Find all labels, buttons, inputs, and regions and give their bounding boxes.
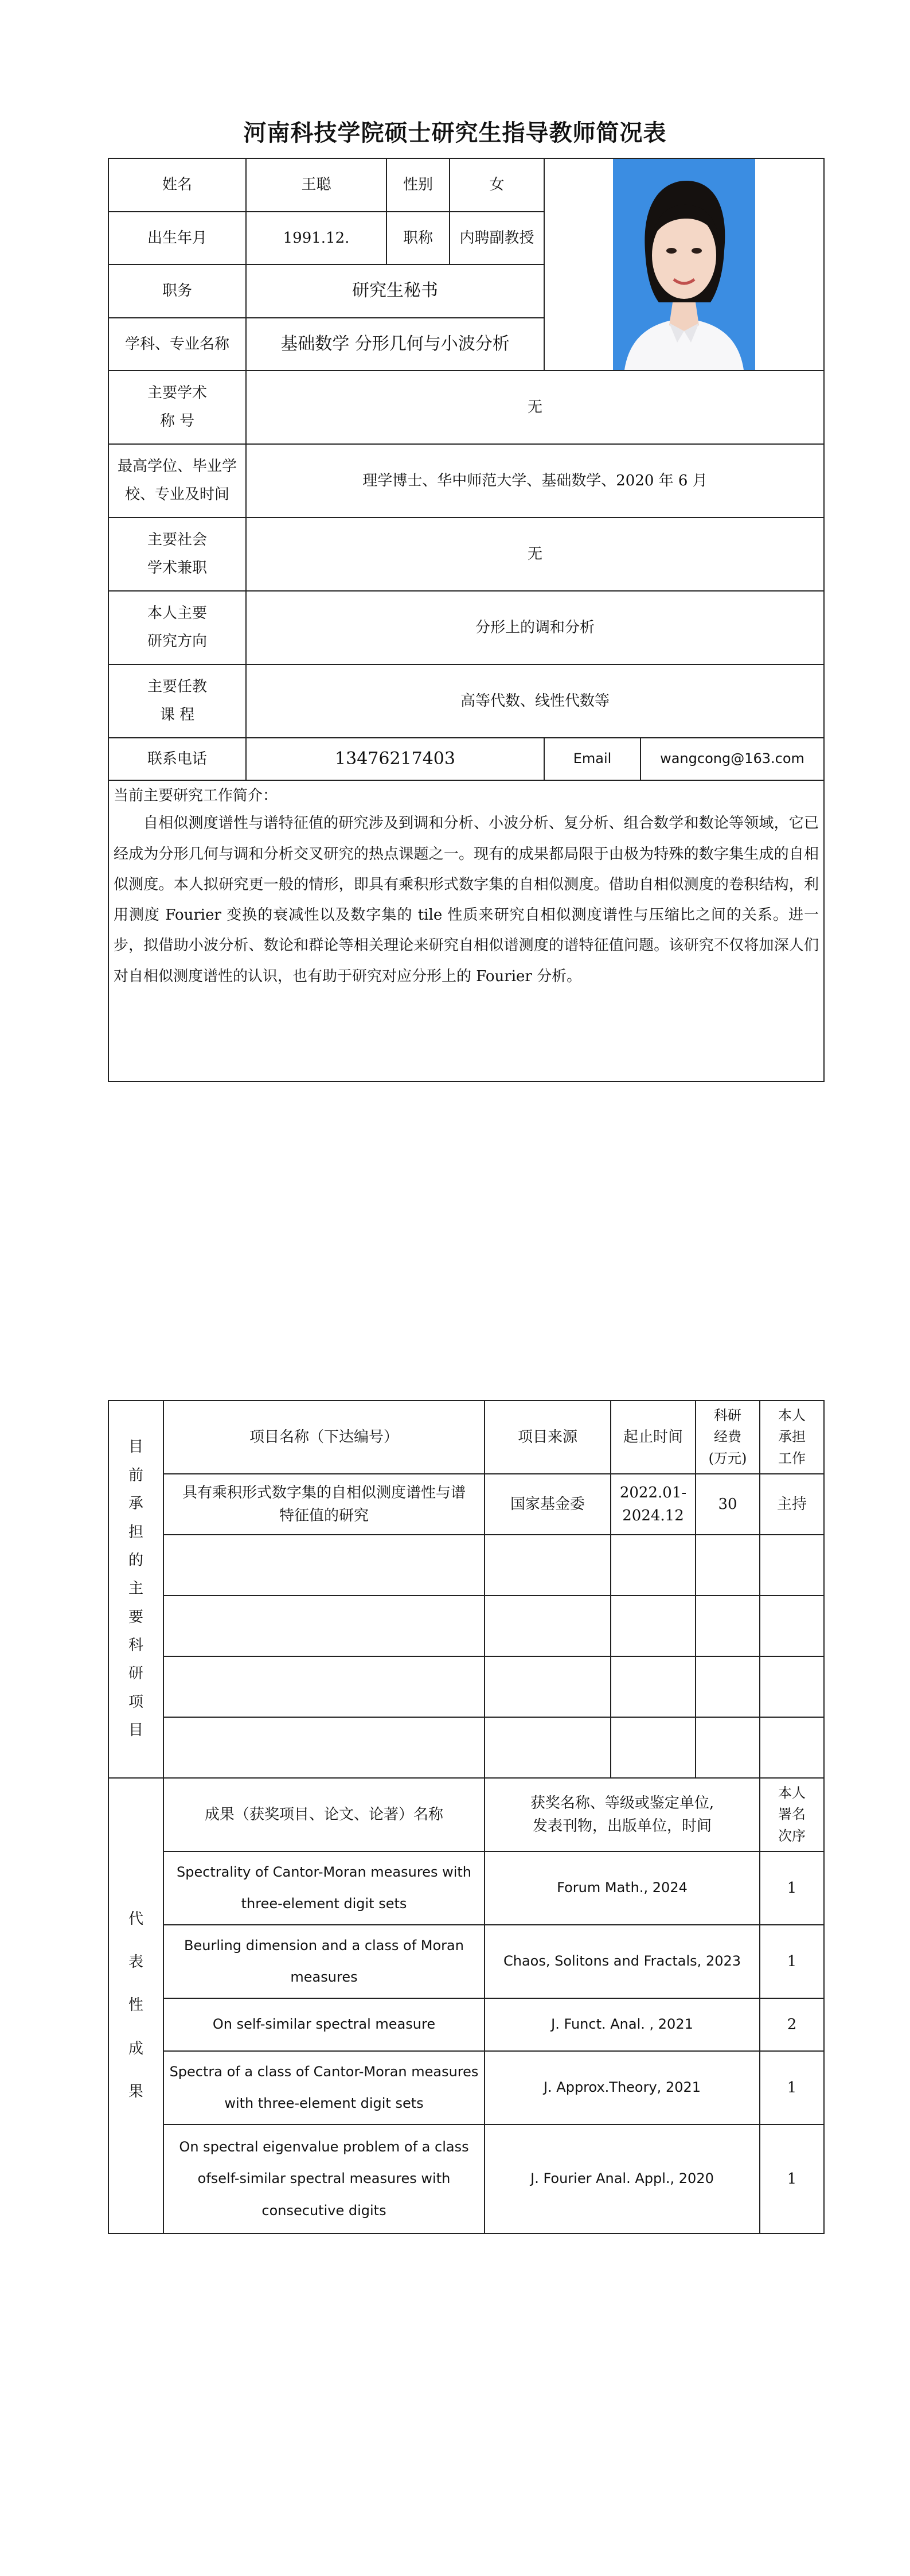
project-period-header: 起止时间 [611,1400,696,1474]
research-label: 本人主要 研究方向 [108,591,246,664]
table-row [108,1998,824,2051]
degree-value: 理学博士、华中师范大学、基础数学、2020 年 6 月 [246,444,824,517]
phone-label: 联系电话 [108,738,246,780]
achievement-order: 1 [760,1925,824,1998]
name-label: 姓名 [108,158,246,212]
achievement-order: 1 [760,2124,824,2233]
research-summary [108,780,824,1081]
duty-label: 职务 [108,264,246,318]
project-source-header: 项目来源 [485,1400,611,1474]
achievement-venue: Forum Math., 2024 [485,1851,760,1925]
email-label: Email [544,738,640,780]
project-role: 主持 [760,1474,824,1535]
achievement-title: Spectra of a class of Cantor-Moran measures with three-element digit sets [163,2051,485,2124]
social-label: 主要社会 学术兼职 [108,517,246,591]
duty-value: 研究生秘书 [246,264,544,318]
profile-table [108,158,825,1082]
table-row [108,1535,824,1596]
achievement-name-header: 成果（获奖项目、论文、论著）名称 [163,1778,485,1851]
achievement-title: On self-similar spectral measure [163,1998,485,2051]
achievement-order-header: 本人 署名 次序 [760,1778,824,1851]
table-row [108,1474,824,1535]
project-name: 具有乘积形式数字集的自相似测度谱性与谱 特征值的研究 [163,1474,485,1535]
summary-heading: 当前主要研究工作简介： [114,787,278,804]
gender-value: 女 [450,158,544,212]
social-value: 无 [246,517,824,591]
table-row [108,1656,824,1717]
subject-label: 学科、专业名称 [108,318,246,371]
page-title: 河南科技学院硕士研究生指导教师简况表 [243,119,667,146]
achievement-venue: J. Fourier Anal. Appl., 2020 [485,2124,760,2233]
email-value: wangcong@163.com [640,738,824,780]
birth-value: 1991.12. [246,212,386,265]
project-role-header: 本人 承担 工作 [760,1400,824,1474]
achievement-venue: J. Funct. Anal. , 2021 [485,1998,760,2051]
table-row [108,1717,824,1778]
gender-label: 性别 [386,158,450,212]
achievement-order: 2 [760,1998,824,2051]
rank-value: 内聘副教授 [450,212,544,265]
project-funds-header: 科研 经费 (万元) [696,1400,760,1474]
table-row [108,1851,824,1925]
achievements-side-label: 代 表 性 成 果 [108,1778,163,2233]
titles-value: 无 [246,371,824,444]
rank-label: 职称 [386,212,450,265]
table-row [108,2051,824,2124]
projects-side-label: 目 前 承 担 的 主 要 科 研 项 目 [108,1400,163,1778]
project-funds: 30 [696,1474,760,1535]
achievement-title: Beurling dimension and a class of Moran measures [163,1925,485,1998]
table-row [108,1596,824,1656]
project-source: 国家基金委 [485,1474,611,1535]
summary-body: 自相似测度谱性与谱特征值的研究涉及到调和分析、小波分析、复分析、组合数学和数论等领域，它已经成为分形几何与调和分析交叉研究的热点课题之一。现有的成果都局限于由极为特殊的数字集生成的自相似测度。本人拟研究更一般的情形，即具有乘积形式数字集的自相似测度。借助自相似测度的卷积结构，利用测度 Fourier 变换的衰减性以及数字集的 tile 性质来研究自相似测度谱性与压缩比之间的关系。进一步，拟借助小波分析、数论和群论等相关理论来研究自相似谱测度的谱特征值问题。该研究不仅将加深人们对自相似测度谱性的认识，也有助于研究对应分形上的 Fourier 分析。 [114,815,819,985]
photo-cell [544,158,824,371]
achievement-venue-header: 获奖名称、等级或鉴定单位, 发表刊物，出版单位，时间 [485,1778,760,1851]
project-period: 2022.01- 2024.12 [611,1474,696,1535]
achievement-order: 1 [760,2051,824,2124]
table-row [108,1925,824,1998]
achievement-order: 1 [760,1851,824,1925]
name-value: 王聪 [246,158,386,212]
achievement-title: On spectral eigenvalue problem of a class ofself-similar spectral measures with consecutive digits [163,2124,485,2233]
degree-label: 最高学位、毕业学 校、专业及时间 [108,444,246,517]
research-value: 分形上的调和分析 [246,591,824,664]
courses-label: 主要任教 课 程 [108,664,246,738]
achievement-venue: J. Approx.Theory, 2021 [485,2051,760,2124]
projects-achievements-table [108,1400,825,2234]
achievement-venue: Chaos, Solitons and Fractals, 2023 [485,1925,760,1998]
phone-value: 13476217403 [246,738,544,780]
birth-label: 出生年月 [108,212,246,265]
achievement-title: Spectrality of Cantor-Moran measures with three-element digit sets [163,1851,485,1925]
subject-value: 基础数学 分形几何与小波分析 [246,318,544,371]
project-name-header: 项目名称（下达编号） [163,1400,485,1474]
titles-label: 主要学术 称 号 [108,371,246,444]
courses-value: 高等代数、线性代数等 [246,664,824,738]
table-row [108,2124,824,2233]
portrait-photo [613,159,755,370]
